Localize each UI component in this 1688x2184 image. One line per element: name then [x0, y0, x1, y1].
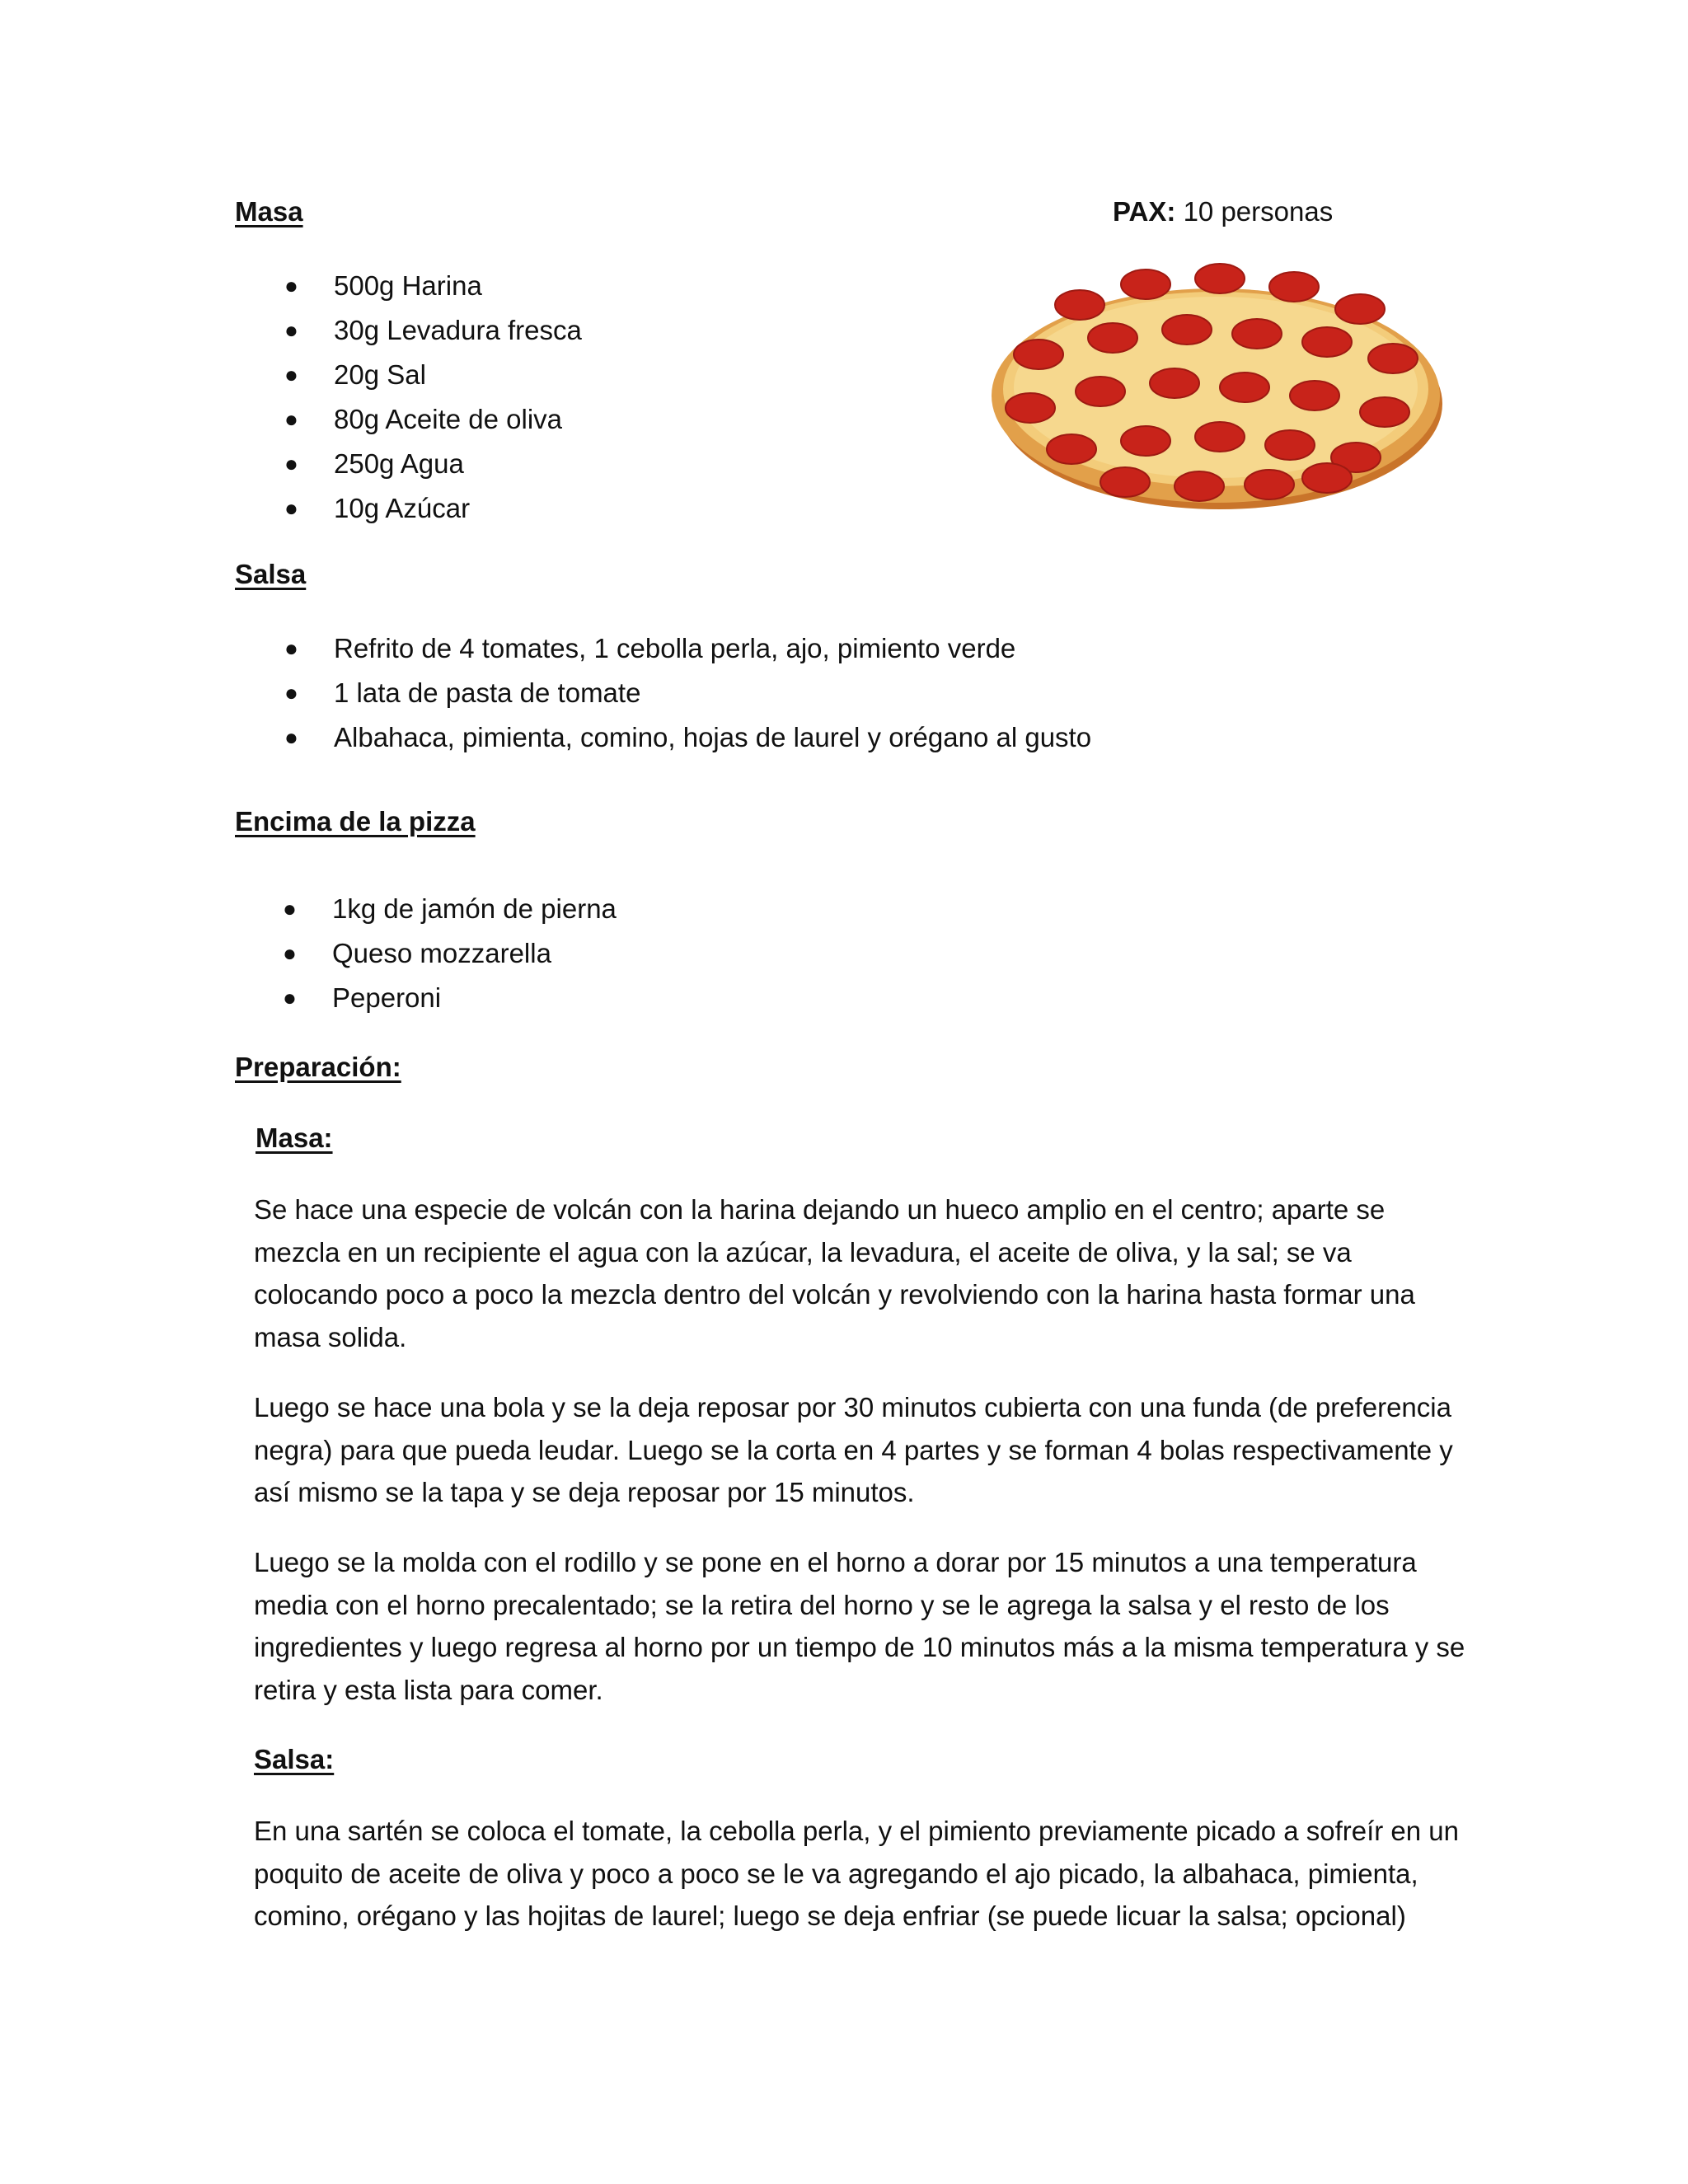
pepperoni-slice [1269, 272, 1319, 302]
pepperoni-slice [1121, 426, 1170, 456]
pepperoni-slice [1245, 470, 1294, 499]
bullet-icon: ● [284, 362, 298, 387]
pepperoni-slice [1335, 294, 1385, 324]
list-item-text: 1 lata de pasta de tomate [334, 677, 641, 708]
masa-ingredients-list [284, 264, 582, 531]
pepperoni-slice [1150, 368, 1199, 398]
list-item-text: Peperoni [332, 982, 442, 1013]
list-item-text: 500g Harina [334, 270, 482, 301]
list-item-text: 10g Azúcar [334, 493, 471, 523]
list-item [284, 353, 582, 397]
list-item [283, 887, 617, 931]
pepperoni-slice [1100, 467, 1150, 497]
salsa-heading: Salsa [235, 559, 307, 589]
list-item [284, 308, 582, 353]
bullet-icon: ● [284, 724, 298, 750]
list-item [283, 976, 617, 1020]
bullet-icon: ● [284, 406, 298, 432]
pepperoni-slice [1368, 344, 1418, 373]
pepperoni-slice [1055, 290, 1104, 320]
pepperoni-slice [1195, 422, 1245, 452]
preparacion-salsa-subheading: Salsa: [254, 1744, 335, 1774]
bullet-icon: ● [284, 451, 298, 476]
pepperoni-slice [1088, 323, 1137, 353]
pepperoni-slice [1220, 373, 1269, 402]
bullet-icon: ● [283, 940, 297, 966]
list-item [284, 626, 1091, 671]
bullet-icon: ● [284, 317, 298, 343]
list-item-text: 20g Sal [334, 359, 426, 390]
bullet-icon: ● [284, 273, 298, 298]
pepperoni-slice [1360, 397, 1409, 427]
pax-line [1113, 196, 1333, 227]
pepperoni-slice [1302, 463, 1352, 493]
list-item [284, 671, 1091, 715]
list-item-text: Refrito de 4 tomates, 1 cebolla perla, ajo, pimiento verde [334, 633, 1016, 663]
bullet-icon: ● [284, 680, 298, 705]
pax-value: 10 personas [1183, 196, 1334, 227]
masa-paragraph-1: Se hace una especie de volcán con la harina dejando un hueco amplio en el centro; aparte se mezcla en un recipiente el agua con la azúcar, la levadura, el aceite de oliva, y la sal; se va colocando poco a poco la mezcla dentro del volcán y revolviendo con la harina hasta formar una masa solida. [254, 1194, 1415, 1352]
pepperoni-slice [1162, 315, 1212, 344]
pepperoni-slice [1195, 264, 1245, 293]
pizza-image [981, 247, 1451, 527]
masa-heading: Masa [235, 196, 303, 227]
pepperoni-slice [1047, 434, 1096, 464]
pepperoni-slice [1175, 471, 1224, 501]
bullet-icon: ● [284, 495, 298, 521]
pepperoni-slice [1014, 340, 1063, 369]
pepperoni-slice [1006, 393, 1055, 423]
list-item-text: Albahaca, pimienta, comino, hojas de laurel y orégano al gusto [334, 722, 1092, 752]
list-item [284, 442, 582, 486]
list-item-text: 250g Agua [334, 448, 464, 479]
list-item [284, 264, 582, 308]
list-item-text: Queso mozzarella [332, 938, 551, 968]
bullet-icon: ● [283, 896, 297, 921]
encima-heading: Encima de la pizza [235, 806, 476, 837]
masa-paragraph-3: Luego se la molda con el rodillo y se pone en el horno a dorar por 15 minutos a una temperatura media con el horno precalentado; se la retira del horno y se le agrega la salsa y el resto de los ingredientes y luego regresa al horno por un tiempo de 10 minutos más a la misma temperatura y se retira y esta lista para comer. [254, 1547, 1465, 1705]
masa-paragraph-2: Luego se hace una bola y se la deja reposar por 30 minutos cubierta con una funda (de preferencia negra) para que pueda leudar. Luego se la corta en 4 partes y se forman 4 bolas respectivamente y así mismo se la tapa y se deja reposar por 15 minutos. [254, 1392, 1453, 1507]
pepperoni-slice [1265, 430, 1315, 460]
pepperoni-slice [1302, 327, 1352, 357]
pepperoni-slice [1290, 381, 1339, 410]
list-item [284, 397, 582, 442]
pepperoni-slice [1076, 377, 1125, 406]
bullet-icon: ● [284, 635, 298, 661]
bullet-icon: ● [283, 985, 297, 1010]
preparacion-heading: Preparación: [235, 1052, 401, 1082]
preparacion-masa-subheading: Masa: [256, 1122, 333, 1153]
list-item [283, 931, 617, 976]
pepperoni-slice [1121, 269, 1170, 299]
pepperoni-slice [1232, 319, 1282, 349]
salsa-paragraph: En una sartén se coloca el tomate, la cebolla perla, y el pimiento previamente picado a sofreír en un poquito de aceite de oliva y poco a poco se le va agregando el ajo picado, la albahaca, pimienta, comino, orégano y las hojitas de laurel; luego se deja enfriar (se puede licuar la salsa; opcional) [254, 1816, 1460, 1931]
pax-label: PAX: [1113, 196, 1176, 227]
list-item-text: 1kg de jamón de pierna [332, 893, 617, 924]
list-item-text: 30g Levadura fresca [334, 315, 582, 345]
list-item-text: 80g Aceite de oliva [334, 404, 563, 434]
encima-ingredients-list [283, 887, 617, 1020]
list-item [284, 486, 582, 531]
salsa-ingredients-list [284, 626, 1092, 760]
list-item [284, 715, 1092, 760]
